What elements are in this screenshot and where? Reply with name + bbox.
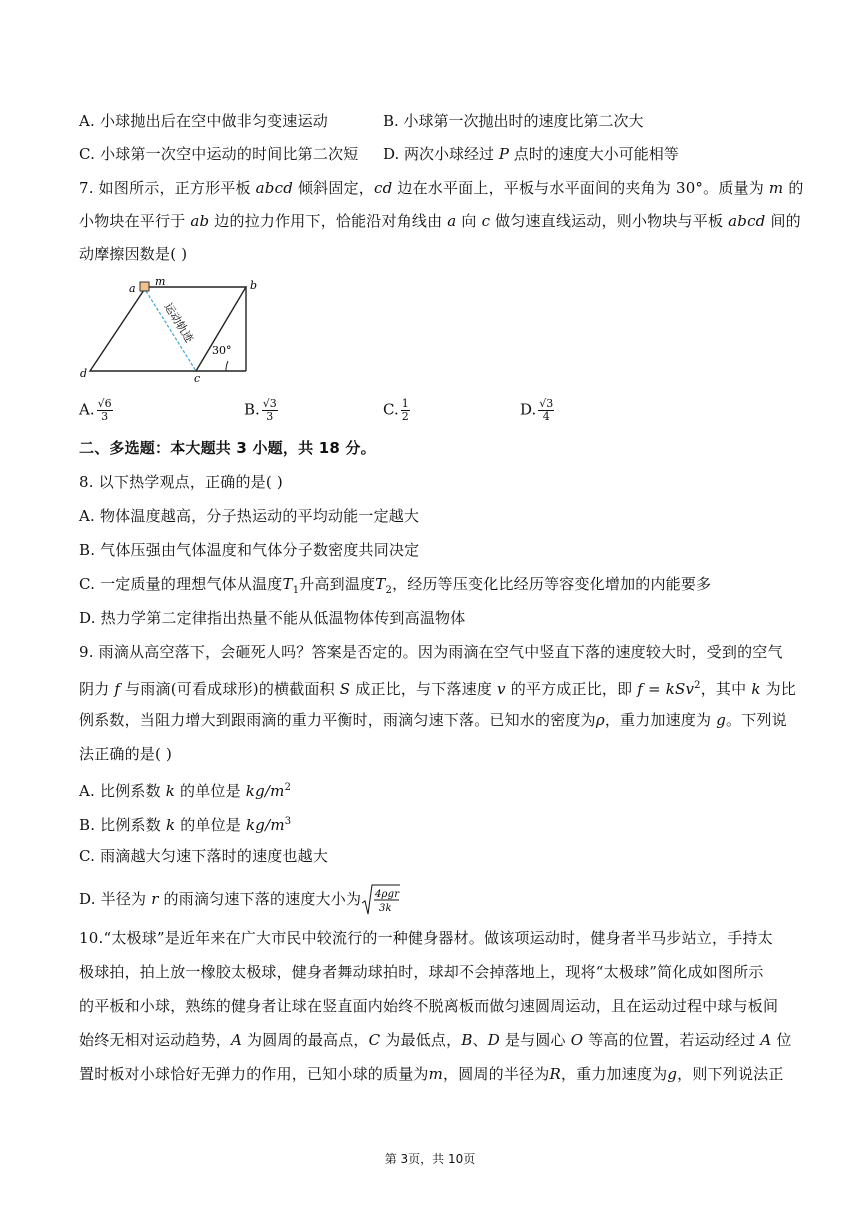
q9-line3: 例系数，当阻力增大到跟雨滴的重力平衡时，雨滴匀速下落。已知水的密度为ρ，重力加速度为 g。下列说: [79, 711, 787, 729]
q9-option-c: C. 雨滴越大匀速下落时的速度也越大: [79, 847, 329, 865]
label-d: d: [80, 367, 88, 380]
label-b: b: [250, 279, 258, 292]
sqrt-denominator: 3k: [379, 903, 392, 914]
q8-option-c: C. 一定质量的理想气体从温度$T_1$升高到温度$T_2$，经历等压变化比经历等容变化增加的内能要多: [79, 575, 712, 596]
q8-option-d: D. 热力学第二定律指出热量不能从低温物体传到高温物体: [79, 609, 466, 627]
q9-line2: 阴力 f 与雨滴(可看成球形)的横截面积 S 成正比，与下落速度 v 的平方成正比，即 f = kSv$^2$，其中 k 为比: [79, 680, 796, 698]
q10-line2: 极球拍，拍上放一橡胶太极球，健身者舞动球拍时，球却不会掉落地上，现将“太极球”简化成如图所示: [79, 963, 764, 981]
label-a: a: [129, 282, 136, 295]
q8-option-b: B. 气体压强由气体温度和气体分子数密度共同决定: [79, 541, 420, 559]
q10-line3: 的平板和小球，熟练的健身者让球在竖直面内始终不脱离板而做匀速圆周运动，且在运动过程中球与板间: [79, 997, 779, 1015]
q7-option-a: A. $\frac{√6}{3}$: [79, 397, 112, 423]
q6-option-b: B. 小球第一次抛出时的速度比第二次大: [383, 112, 644, 130]
sqrt-expression: [361, 883, 401, 917]
block-m: [140, 282, 149, 291]
q9-option-b: B. 比例系数 k 的单位是 $kg/m^3$: [79, 816, 292, 834]
q7-figure: [76, 274, 276, 386]
label-c: c: [194, 372, 201, 385]
q9-line4: 法正确的是( ): [79, 745, 173, 763]
q9-line1: 9. 雨滴从高空落下，会砸死人吗？答案是否定的。因为雨滴在空气中竖直下落的速度较大时，受到的空气: [79, 643, 783, 661]
angle-arc: [226, 361, 228, 371]
q7-option-b: B. $\frac{√3}{3}$: [244, 397, 277, 423]
q7-line3: 动摩擦因数是( ): [79, 245, 188, 263]
label-m: m: [155, 275, 166, 288]
page-footer: 第 3页，共 10页: [384, 1152, 476, 1166]
q6-option-c: C. 小球第一次空中运动的时间比第二次短: [79, 145, 359, 163]
q7-line2: 小物块在平行于 ab 边的拉力作用下，恰能沿对角线由 a 向 c 做匀速直线运动，则小物块与平板 abcd 间的: [79, 212, 801, 230]
label-track: 运动轨迹: [161, 300, 196, 345]
q6-option-a: A. 小球抛出后在空中做非匀变速运动: [79, 112, 328, 130]
q8-option-a: A. 物体温度越高，分子热运动的平均动能一定越大: [79, 507, 420, 525]
q10-line4: 始终无相对运动趋势，A 为圆周的最高点，C 为最低点，B、D 是与圆心 O 等高的位置，若运动经过 A 位: [79, 1031, 792, 1049]
plate-parallelogram: [90, 287, 246, 371]
section-heading-multiple-choice: 二、多选题：本大题共 3 小题，共 18 分。: [79, 439, 376, 457]
q7-option-d: D. $\frac{√3}{4}$: [520, 397, 554, 423]
q10-line1: 10.“太极球”是近年来在广大市民中较流行的一种健身器材。做该项运动时，健身者半马步站立，手持太: [79, 929, 773, 947]
q9-option-a: A. 比例系数 k 的单位是 $kg/m^2$: [79, 782, 292, 800]
q8-stem: 8. 以下热学观点，正确的是( ): [79, 473, 283, 491]
q7-option-c: C. $\frac{1}{2}$: [383, 397, 409, 423]
sqrt-numerator: 4ρgr: [375, 889, 400, 900]
q9-option-d: D. 半径为 r 的雨滴匀速下落的速度大小为 4ρgr 3k: [79, 883, 401, 917]
q10-line5: 置时板对小球恰好无弹力的作用，已知小球的质量为m，圆周的半径为R，重力加速度为g，则下列说法正: [79, 1065, 784, 1083]
q6-option-d: D. 两次小球经过 P 点时的速度大小可能相等: [383, 145, 679, 163]
label-angle: 30°: [212, 344, 232, 357]
q7-line1: 7. 如图所示，正方形平板 abcd 倾斜固定，cd 边在水平面上，平板与水平面间的夹角为 30°。质量为 m 的: [79, 179, 804, 197]
